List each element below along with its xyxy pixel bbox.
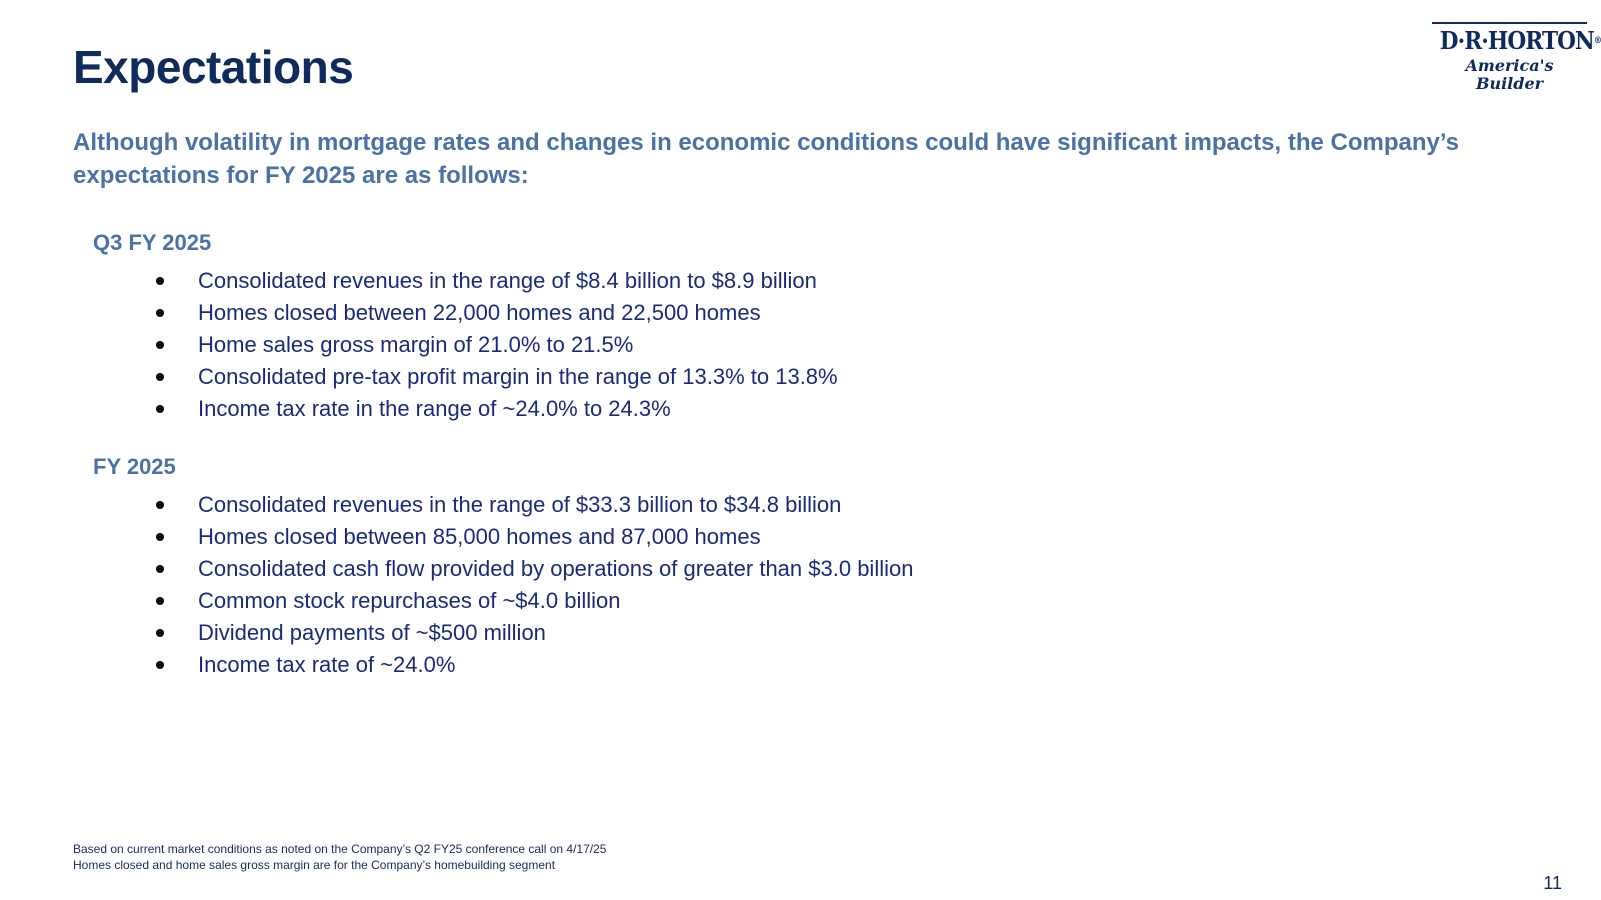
section-heading-fy: FY 2025 [93,454,176,479]
list-item: Consolidated revenues in the range of $33.3 billion to $34.8 billion [150,489,913,521]
bullet-list-fy [150,489,913,681]
list-item: Home sales gross margin of 21.0% to 21.5% [150,329,838,361]
company-logo [1432,22,1601,93]
logo-brand-text: D·R·HORTON [1439,26,1594,55]
logo-tagline: America's Builder [1465,56,1554,93]
footnotes [73,841,606,873]
page-number: 11 [1543,873,1562,893]
bullet-list-q3 [150,265,838,425]
list-item: Consolidated cash flow provided by operations of greater than $3.0 billion [150,553,913,585]
list-item: Common stock repurchases of ~$4.0 billion [150,585,913,617]
list-item: Income tax rate in the range of ~24.0% to 24.3% [150,393,838,425]
list-item: Consolidated pre-tax profit margin in the range of 13.3% to 13.8% [150,361,838,393]
list-item: Income tax rate of ~24.0% [150,649,913,681]
subtitle: Although volatility in mortgage rates and changes in economic conditions could have significant impacts, the Company’s expectations for FY 2025 are as follows: [73,129,1459,189]
section-heading-q3: Q3 FY 2025 [93,230,212,255]
footnote: Based on current market conditions as noted on the Company’s Q2 FY25 conference call on 4/17/25 [73,842,607,856]
list-item: Consolidated revenues in the range of $8.4 billion to $8.9 billion [150,265,838,297]
logo-rule [1432,22,1587,24]
page-title: Expectations [73,41,354,93]
logo-brand [1439,26,1601,55]
logo-registered-mark: ® [1593,36,1601,46]
list-item: Homes closed between 22,000 homes and 22,500 homes [150,297,838,329]
list-item: Dividend payments of ~$500 million [150,617,913,649]
list-item: Homes closed between 85,000 homes and 87,000 homes [150,521,913,553]
footnote: Homes closed and home sales gross margin are for the Company’s homebuilding segment [73,858,556,872]
